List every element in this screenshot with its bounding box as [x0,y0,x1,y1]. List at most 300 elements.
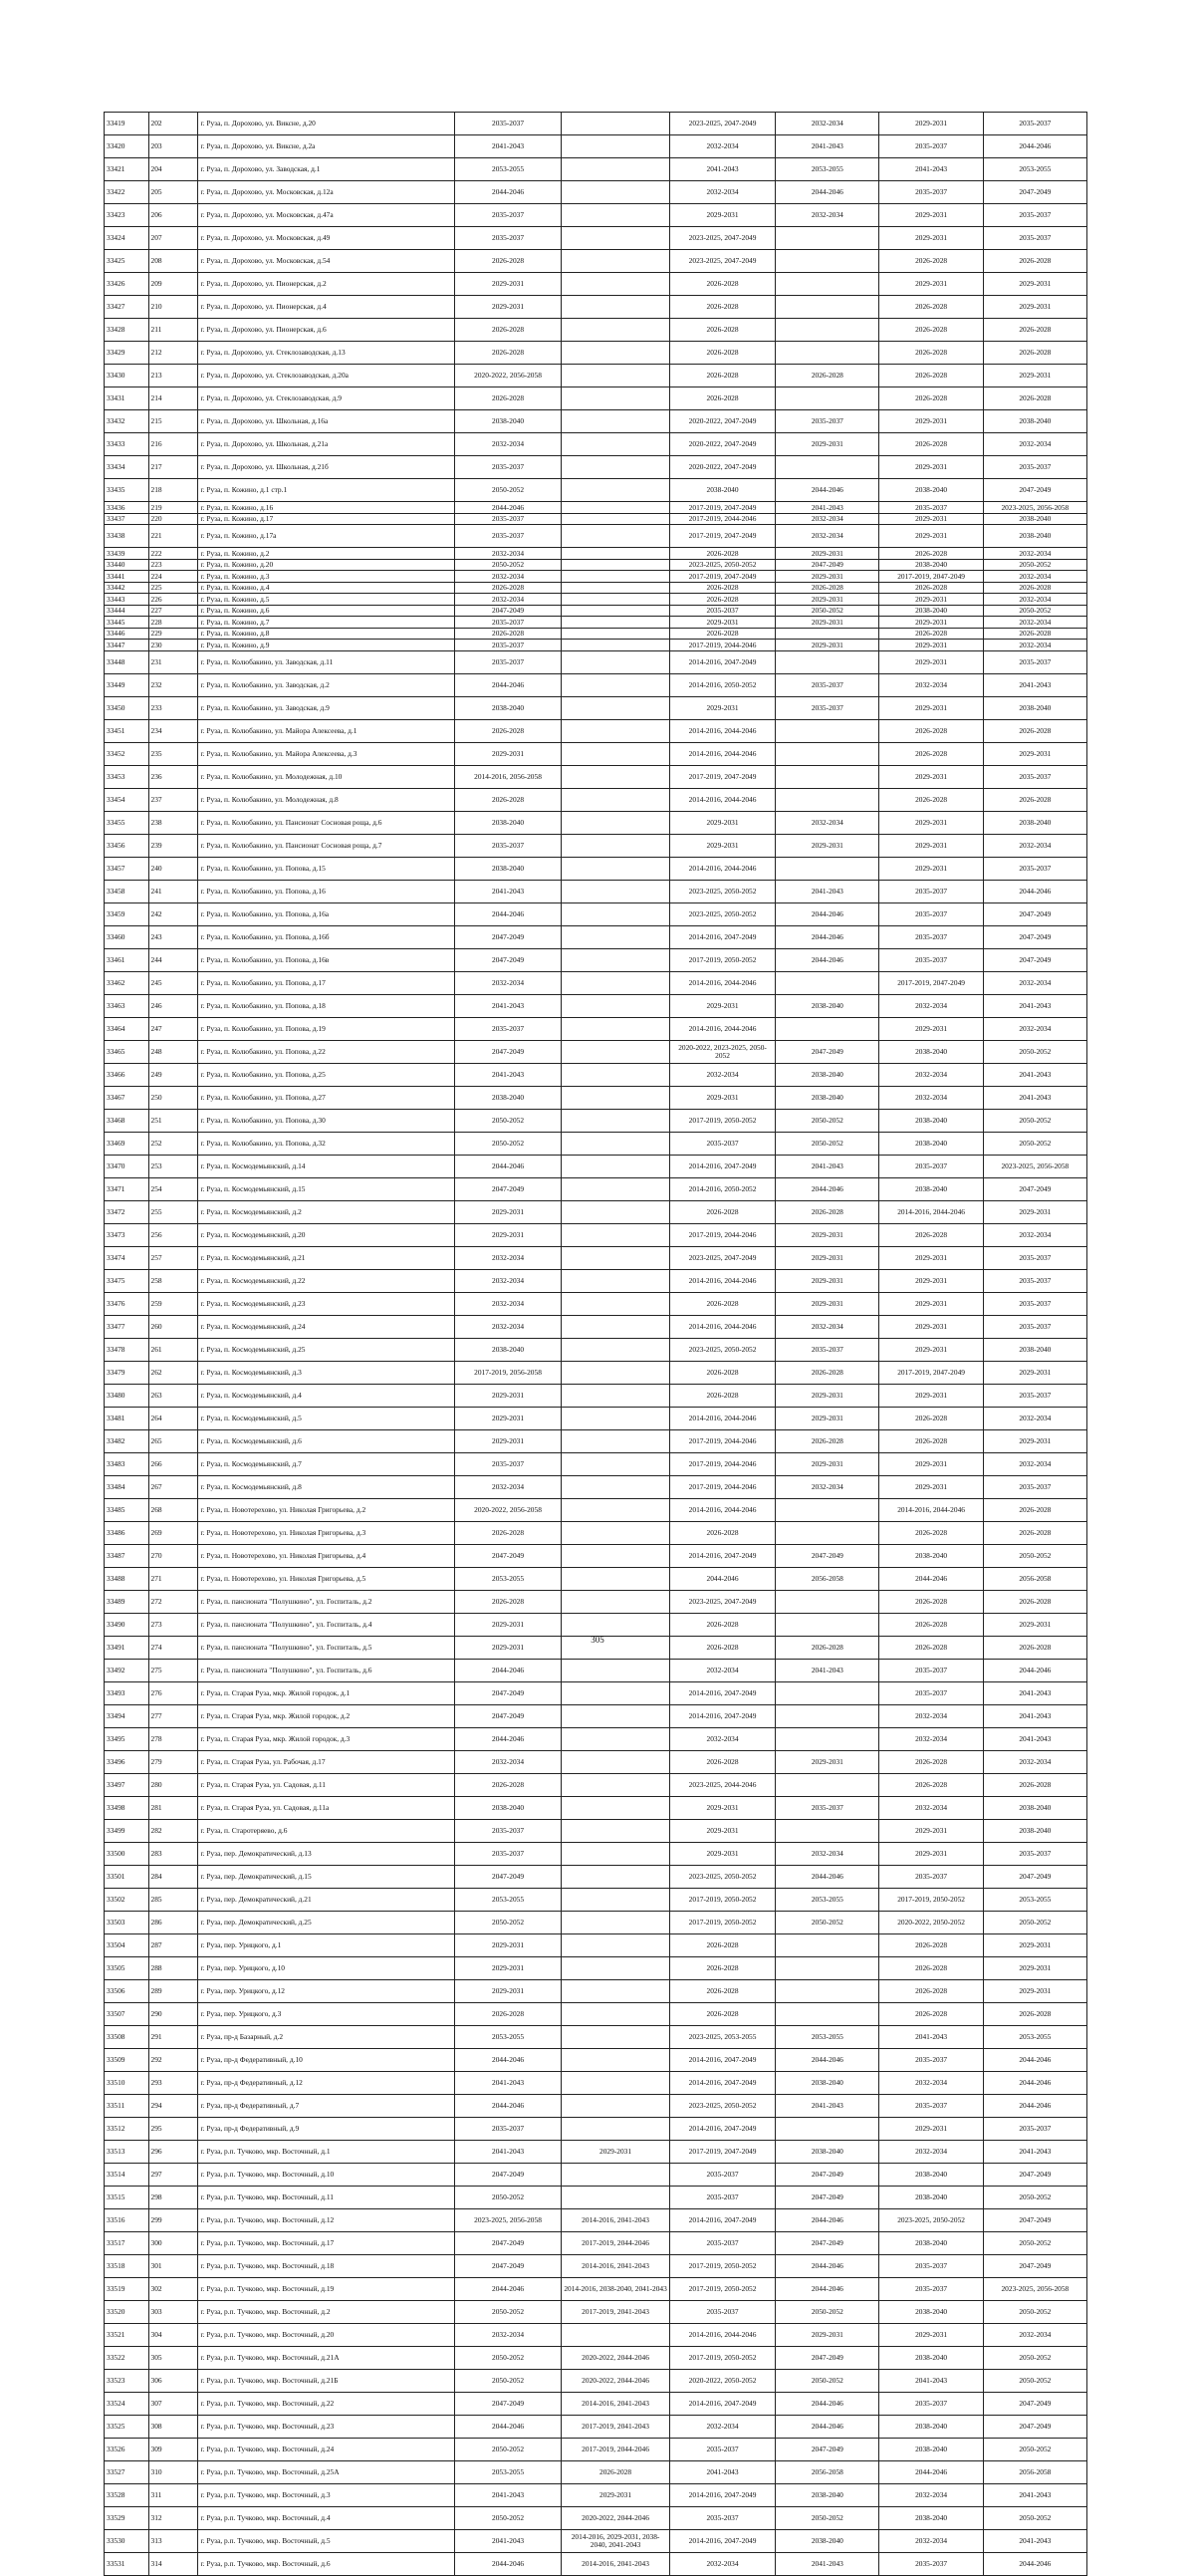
cell-period-3: 2017-2019, 2050-2052 [669,1888,775,1911]
table-row [105,594,1087,606]
cell-period-1: 2053-2055 [454,2460,561,2483]
cell-period-4: 2047-2049 [776,2163,879,2186]
cell-period-3: 2029-2031 [669,994,775,1017]
cell-row-id: 33444 [105,605,149,617]
cell-period-3: 2020-2022, 2023-2025, 2050-2052 [669,1040,775,1063]
cell-row-id: 33463 [105,994,149,1017]
table-row [105,2048,1087,2071]
cell-period-6: 2026-2028 [983,2002,1086,2025]
cell-address: г. Руза, п. Космодемьянский, д.14 [198,1155,454,1177]
cell-row-id: 33471 [105,1177,149,1200]
cell-period-4: 2044-2046 [776,2277,879,2300]
cell-address: г. Руза, п. Колюбакино, ул. Попова, д.30 [198,1109,454,1132]
cell-period-3: 2014-2016, 2044-2046 [669,1269,775,1292]
cell-item-number: 288 [148,1956,198,1979]
table-row [105,2254,1087,2277]
cell-period-5: 2029-2031 [879,696,983,719]
cell-row-id: 33524 [105,2392,149,2415]
cell-period-4: 2050-2052 [776,1132,879,1155]
cell-period-3: 2026-2028 [669,582,775,594]
cell-period-2: 2014-2016, 2041-2043 [562,2392,670,2415]
cell-period-1: 2044-2046 [454,1659,561,1681]
cell-address: г. Руза, п. Колюбакино, ул. Попова, д.15 [198,857,454,880]
cell-row-id: 33465 [105,1040,149,1063]
cell-period-1: 2038-2040 [454,410,561,433]
cell-period-6: 2056-2058 [983,1567,1086,1590]
cell-period-6: 2041-2043 [983,1727,1086,1750]
cell-period-4: 2035-2037 [776,673,879,696]
cell-period-1: 2029-2031 [454,1979,561,2002]
cell-item-number: 233 [148,696,198,719]
cell-address: г. Руза, п. Колюбакино, ул. Попова, д.22 [198,1040,454,1063]
table-row [105,1269,1087,1292]
cell-period-1: 2038-2040 [454,1338,561,1361]
cell-row-id: 33466 [105,1063,149,1086]
cell-period-1: 2029-2031 [454,1407,561,1429]
cell-period-3: 2014-2016, 2047-2049 [669,650,775,673]
cell-period-6: 2047-2049 [983,902,1086,925]
cell-period-5: 2026-2028 [879,1956,983,1979]
cell-period-4: 2029-2031 [776,617,879,629]
cell-item-number: 248 [148,1040,198,1063]
cell-row-id: 33457 [105,857,149,880]
cell-item-number: 227 [148,605,198,617]
table-row [105,1979,1087,2002]
cell-period-1: 2026-2028 [454,1590,561,1613]
cell-period-6: 2029-2031 [983,1979,1086,2002]
cell-period-5: 2038-2040 [879,2163,983,2186]
cell-row-id: 33502 [105,1888,149,1911]
cell-period-6: 2026-2028 [983,719,1086,742]
cell-period-5: 2029-2031 [879,594,983,606]
cell-period-3: 2023-2025, 2044-2046 [669,1773,775,1796]
cell-period-6: 2050-2052 [983,2506,1086,2529]
cell-period-2 [562,1979,670,2002]
cell-row-id: 33443 [105,594,149,606]
cell-period-4 [776,742,879,765]
cell-period-6: 2029-2031 [983,1429,1086,1452]
cell-period-5: 2026-2028 [879,365,983,387]
cell-period-1: 2047-2049 [454,1040,561,1063]
cell-period-5: 2029-2031 [879,273,983,296]
cell-period-1: 2032-2034 [454,571,561,583]
cell-period-3: 2035-2037 [669,2506,775,2529]
cell-period-4: 2047-2049 [776,559,879,571]
cell-period-3: 2035-2037 [669,2231,775,2254]
cell-period-2 [562,925,670,948]
cell-period-1: 2035-2037 [454,1819,561,1842]
cell-period-1: 2047-2049 [454,2254,561,2277]
table-row [105,2140,1087,2163]
cell-item-number: 305 [148,2346,198,2369]
cell-period-4 [776,250,879,273]
cell-period-1: 2026-2028 [454,250,561,273]
cell-row-id: 33458 [105,880,149,902]
cell-period-2 [562,834,670,857]
table-row [105,765,1087,788]
cell-address: г. Руза, р.п. Тучково, мкр. Восточный, д.24 [198,2438,454,2460]
cell-period-5: 2026-2028 [879,1407,983,1429]
cell-period-5: 2017-2019, 2050-2052 [879,1888,983,1911]
cell-period-1: 2050-2052 [454,2506,561,2529]
cell-item-number: 214 [148,387,198,410]
cell-period-6: 2032-2034 [983,971,1086,994]
cell-period-6: 2029-2031 [983,365,1086,387]
cell-row-id: 33503 [105,1911,149,1933]
cell-period-1: 2026-2028 [454,582,561,594]
cell-period-3: 2014-2016, 2044-2046 [669,2323,775,2346]
cell-address: г. Руза, п. Дорохово, ул. Школьная, д.16а [198,410,454,433]
cell-period-5: 2026-2028 [879,1933,983,1956]
cell-period-3: 2026-2028 [669,273,775,296]
cell-row-id: 33525 [105,2415,149,2438]
cell-address: г. Руза, п. Старая Руза, мкр. Жилой городок, д.1 [198,1681,454,1704]
cell-period-1: 2029-2031 [454,1956,561,1979]
cell-item-number: 216 [148,433,198,456]
cell-period-1: 2035-2037 [454,1842,561,1865]
table-row [105,1109,1087,1132]
cell-period-1: 2020-2022, 2056-2058 [454,365,561,387]
cell-period-3: 2023-2025, 2047-2049 [669,1246,775,1269]
cell-period-5: 2032-2034 [879,673,983,696]
table-row [105,227,1087,250]
cell-period-5: 2029-2031 [879,1315,983,1338]
cell-period-1: 2035-2037 [454,617,561,629]
cell-row-id: 33433 [105,433,149,456]
cell-item-number: 228 [148,617,198,629]
cell-item-number: 262 [148,1361,198,1384]
cell-period-4: 2035-2037 [776,410,879,433]
cell-period-2 [562,1750,670,1773]
cell-period-4: 2041-2043 [776,135,879,158]
cell-period-4: 2029-2031 [776,640,879,651]
cell-period-4: 2038-2040 [776,1086,879,1109]
table-row [105,1315,1087,1338]
cell-period-2 [562,1384,670,1407]
cell-period-6: 2026-2028 [983,387,1086,410]
cell-period-3: 2032-2034 [669,1659,775,1681]
cell-period-5: 2023-2025, 2050-2052 [879,2208,983,2231]
cell-period-5: 2032-2034 [879,1063,983,1086]
cell-address: г. Руза, п. Космодемьянский, д.7 [198,1452,454,1475]
cell-period-5: 2041-2043 [879,2025,983,2048]
cell-period-5: 2029-2031 [879,204,983,227]
cell-row-id: 33526 [105,2438,149,2460]
cell-period-5: 2029-2031 [879,456,983,479]
cell-item-number: 310 [148,2460,198,2483]
table-row [105,2231,1087,2254]
cell-period-6: 2044-2046 [983,1659,1086,1681]
table-row [105,1040,1087,1063]
cell-address: г. Руза, пер. Демократический, д.25 [198,1911,454,1933]
cell-period-4: 2029-2031 [776,571,879,583]
cell-period-4: 2035-2037 [776,1796,879,1819]
table-row [105,1819,1087,1842]
cell-item-number: 289 [148,1979,198,2002]
cell-period-1: 2047-2049 [454,925,561,948]
cell-period-1: 2029-2031 [454,1613,561,1636]
cell-address: г. Руза, п. Кожино, д.3 [198,571,454,583]
cell-period-4 [776,650,879,673]
cell-item-number: 244 [148,948,198,971]
cell-period-5: 2035-2037 [879,925,983,948]
cell-period-4 [776,1704,879,1727]
cell-period-6: 2038-2040 [983,525,1086,548]
cell-period-2 [562,902,670,925]
cell-address: г. Руза, п. Колюбакино, ул. Попова, д.19 [198,1017,454,1040]
cell-item-number: 295 [148,2117,198,2140]
cell-item-number: 239 [148,834,198,857]
cell-period-2: 2017-2019, 2041-2043 [562,2415,670,2438]
cell-row-id: 33441 [105,571,149,583]
cell-period-1: 2047-2049 [454,2231,561,2254]
cell-item-number: 238 [148,811,198,834]
cell-period-4: 2029-2031 [776,1452,879,1475]
cell-item-number: 270 [148,1544,198,1567]
cell-period-3: 2023-2025, 2047-2049 [669,113,775,135]
cell-period-3: 2017-2019, 2047-2049 [669,571,775,583]
cell-period-2 [562,1155,670,1177]
cell-period-1: 2032-2034 [454,1315,561,1338]
cell-period-4 [776,1017,879,1040]
cell-period-4: 2044-2046 [776,2392,879,2415]
cell-period-1: 2050-2052 [454,2186,561,2208]
cell-period-5: 2026-2028 [879,1429,983,1452]
table-row [105,513,1087,525]
cell-period-3: 2029-2031 [669,1086,775,1109]
cell-period-3: 2017-2019, 2044-2046 [669,1223,775,1246]
table-row [105,433,1087,456]
cell-row-id: 33494 [105,1704,149,1727]
cell-period-1: 2029-2031 [454,1636,561,1659]
cell-period-6: 2044-2046 [983,2552,1086,2575]
cell-period-6: 2035-2037 [983,2117,1086,2140]
cell-item-number: 241 [148,880,198,902]
cell-period-4 [776,1498,879,1521]
cell-row-id: 33450 [105,696,149,719]
cell-period-5: 2029-2031 [879,1017,983,1040]
cell-period-6: 2038-2040 [983,811,1086,834]
cell-address: г. Руза, р.п. Тучково, мкр. Восточный, д.22 [198,2392,454,2415]
cell-period-1: 2026-2028 [454,628,561,640]
table-row [105,2483,1087,2506]
cell-period-6: 2023-2025, 2056-2058 [983,2277,1086,2300]
cell-address: г. Руза, п. Космодемьянский, д.20 [198,1223,454,1246]
cell-period-4 [776,1979,879,2002]
cell-item-number: 300 [148,2231,198,2254]
cell-row-id: 33486 [105,1521,149,1544]
table-row [105,2346,1087,2369]
cell-period-6: 2035-2037 [983,456,1086,479]
cell-address: г. Руза, п. Кожино, д.1 стр.1 [198,479,454,502]
cell-period-1: 2050-2052 [454,2438,561,2460]
cell-period-1: 2050-2052 [454,2346,561,2369]
cell-period-5: 2026-2028 [879,1750,983,1773]
cell-row-id: 33449 [105,673,149,696]
cell-period-2 [562,513,670,525]
table-row [105,1590,1087,1613]
cell-item-number: 299 [148,2208,198,2231]
cell-period-6: 2044-2046 [983,2094,1086,2117]
cell-row-id: 33481 [105,1407,149,1429]
cell-period-2 [562,765,670,788]
cell-period-6: 2053-2055 [983,1888,1086,1911]
cell-period-6: 2035-2037 [983,1292,1086,1315]
cell-row-id: 33460 [105,925,149,948]
cell-address: г. Руза, п. Кожино, д.6 [198,605,454,617]
cell-period-2 [562,1246,670,1269]
cell-period-1: 2026-2028 [454,342,561,365]
cell-period-3: 2017-2019, 2050-2052 [669,1109,775,1132]
cell-period-2 [562,502,670,514]
cell-row-id: 33440 [105,559,149,571]
table-row [105,273,1087,296]
cell-period-5: 2026-2028 [879,1773,983,1796]
cell-period-1: 2047-2049 [454,1704,561,1727]
cell-item-number: 292 [148,2048,198,2071]
cell-period-6: 2038-2040 [983,1796,1086,1819]
cell-period-2: 2017-2019, 2044-2046 [562,2231,670,2254]
cell-period-5: 2029-2031 [879,765,983,788]
table-row [105,2415,1087,2438]
cell-address: г. Руза, п. Космодемьянский, д.8 [198,1475,454,1498]
cell-row-id: 33439 [105,548,149,560]
table-row [105,1407,1087,1429]
cell-period-6: 2050-2052 [983,1132,1086,1155]
cell-period-6: 2050-2052 [983,2186,1086,2208]
cell-period-1: 2035-2037 [454,456,561,479]
table-row [105,319,1087,342]
cell-period-5: 2026-2028 [879,296,983,319]
cell-period-6: 2041-2043 [983,1063,1086,1086]
cell-address: г. Руза, р.п. Тучково, мкр. Восточный, д.12 [198,2208,454,2231]
table-row [105,1956,1087,1979]
cell-address: г. Руза, п. Космодемьянский, д.22 [198,1269,454,1292]
cell-period-1: 2026-2028 [454,319,561,342]
cell-address: г. Руза, п. Дорохово, ул. Пионерская, д.2 [198,273,454,296]
table-row [105,502,1087,514]
cell-row-id: 33452 [105,742,149,765]
table-row [105,1086,1087,1109]
cell-period-1: 2041-2043 [454,2071,561,2094]
cell-period-1: 2038-2040 [454,1796,561,1819]
cell-row-id: 33493 [105,1681,149,1704]
table-row [105,2392,1087,2415]
cell-period-5: 2038-2040 [879,1109,983,1132]
cell-period-3: 2014-2016, 2044-2046 [669,1315,775,1338]
cell-period-4 [776,1727,879,1750]
cell-period-6: 2038-2040 [983,1819,1086,1842]
cell-period-2 [562,571,670,583]
cell-period-2 [562,1361,670,1384]
cell-period-1: 2035-2037 [454,1452,561,1475]
cell-row-id: 33515 [105,2186,149,2208]
cell-period-6: 2050-2052 [983,1040,1086,1063]
cell-period-5: 2032-2034 [879,2483,983,2506]
cell-address: г. Руза, р.п. Тучково, мкр. Восточный, д.4 [198,2506,454,2529]
cell-period-2 [562,2323,670,2346]
cell-address: г. Руза, пр-д Федеративный, д.12 [198,2071,454,2094]
table-row [105,1796,1087,1819]
cell-row-id: 33422 [105,181,149,204]
cell-period-5: 2038-2040 [879,2346,983,2369]
cell-period-3: 2029-2031 [669,617,775,629]
cell-row-id: 33489 [105,1590,149,1613]
cell-item-number: 236 [148,765,198,788]
table-row [105,2117,1087,2140]
table-row [105,2208,1087,2231]
cell-period-1: 2047-2049 [454,1865,561,1888]
cell-item-number: 268 [148,1498,198,1521]
cell-address: г. Руза, п. Дорохово, ул. Московская, д.12а [198,181,454,204]
cell-address: г. Руза, п. Кожино, д.5 [198,594,454,606]
cell-period-1: 2047-2049 [454,1544,561,1567]
cell-period-3: 2014-2016, 2047-2049 [669,1681,775,1704]
cell-row-id: 33484 [105,1475,149,1498]
cell-period-3: 2041-2043 [669,2460,775,2483]
cell-period-1: 2035-2037 [454,227,561,250]
cell-item-number: 265 [148,1429,198,1452]
cell-period-2 [562,582,670,594]
cell-address: г. Руза, п. Кожино, д.17а [198,525,454,548]
cell-period-2 [562,479,670,502]
cell-period-5: 2029-2031 [879,2117,983,2140]
cell-period-2 [562,2094,670,2117]
cell-row-id: 33497 [105,1773,149,1796]
cell-period-4 [776,857,879,880]
cell-period-3: 2032-2034 [669,1727,775,1750]
cell-period-2 [562,1911,670,1933]
cell-period-5: 2029-2031 [879,617,983,629]
cell-period-6: 2032-2034 [983,594,1086,606]
cell-item-number: 301 [148,2254,198,2277]
cell-period-1: 2041-2043 [454,2140,561,2163]
cell-row-id: 33455 [105,811,149,834]
cell-item-number: 264 [148,1407,198,1429]
cell-row-id: 33435 [105,479,149,502]
cell-period-2 [562,1933,670,1956]
cell-address: г. Руза, п. Старотеряево, д.6 [198,1819,454,1842]
cell-period-4: 2044-2046 [776,1865,879,1888]
table-row [105,181,1087,204]
cell-address: г. Руза, п. Кожино, д.20 [198,559,454,571]
cell-address: г. Руза, п. Колюбакино, ул. Заводская, д.2 [198,673,454,696]
table-row [105,1384,1087,1407]
cell-period-3: 2032-2034 [669,2552,775,2575]
cell-row-id: 33431 [105,387,149,410]
cell-period-6: 2029-2031 [983,273,1086,296]
cell-period-6: 2032-2034 [983,548,1086,560]
cell-item-number: 231 [148,650,198,673]
cell-address: г. Руза, п. Колюбакино, ул. Попова, д.17 [198,971,454,994]
cell-period-5: 2035-2037 [879,948,983,971]
cell-period-6: 2035-2037 [983,857,1086,880]
cell-period-3: 2026-2028 [669,342,775,365]
cell-period-1: 2035-2037 [454,204,561,227]
cell-address: г. Руза, п. Космодемьянский, д.5 [198,1407,454,1429]
cell-period-3: 2014-2016, 2047-2049 [669,2048,775,2071]
table-row [105,1452,1087,1475]
cell-period-3: 2014-2016, 2044-2046 [669,971,775,994]
cell-period-6: 2035-2037 [983,1246,1086,1269]
cell-period-5: 2026-2028 [879,719,983,742]
cell-period-6: 2032-2034 [983,834,1086,857]
cell-address: г. Руза, п. Колюбакино, ул. Пансионат Сосновая роща, д.6 [198,811,454,834]
cell-period-2 [562,2186,670,2208]
cell-period-2 [562,559,670,571]
cell-period-3: 2017-2019, 2047-2049 [669,525,775,548]
cell-item-number: 256 [148,1223,198,1246]
